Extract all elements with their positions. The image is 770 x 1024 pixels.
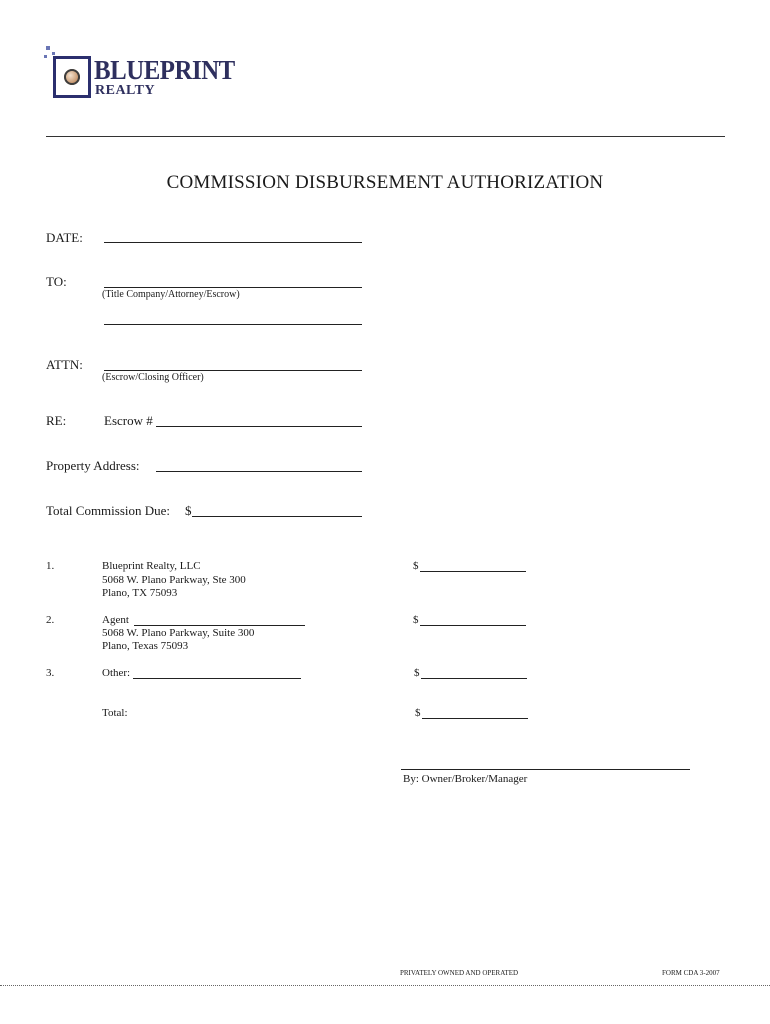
logo-pixel-icon [52,52,55,55]
item-2-agent-label: Agent [102,614,129,626]
item-number: 3. [46,667,55,679]
item-1-city: Plano, TX 75093 [102,587,178,599]
to-label: TO: [46,274,67,289]
item-1-address: 5068 W. Plano Parkway, Ste 300 [102,574,246,586]
escrow-number-field[interactable] [156,426,362,427]
attn-field[interactable] [104,370,362,371]
item-3-dollar-sign: $ [414,667,420,679]
total-label: Total: [102,707,128,719]
item-3-other-label: Other: [102,667,131,679]
item-1-amount-field[interactable] [420,571,526,572]
item-3-amount-field[interactable] [421,678,527,679]
other-name-field[interactable] [133,678,301,679]
total-commission-field[interactable] [192,516,362,517]
item-1-name: Blueprint Realty, LLC [102,560,201,572]
item-2-address: 5068 W. Plano Parkway, Suite 300 [102,627,255,639]
item-number: 1. [46,560,55,572]
logo-pixel-icon [44,55,47,58]
footer-dotted-divider [0,985,770,986]
total-dollar-sign: $ [415,707,421,719]
commission-dollar-sign: $ [185,503,192,518]
item-2-amount-field[interactable] [420,625,526,626]
form-title: COMMISSION DISBURSEMENT AUTHORIZATION [166,172,604,193]
item-2-dollar-sign: $ [413,614,419,626]
logo-sub-text: REALTY [95,83,156,98]
agent-name-field[interactable] [134,625,305,626]
attn-label: ATTN: [46,357,83,372]
to-hint: (Title Company/Attorney/Escrow) [102,289,240,300]
logo-emblem [53,56,91,98]
total-amount-field[interactable] [422,718,528,719]
footer-left-text: PRIVATELY OWNED AND OPERATED [400,969,519,977]
logo-brand-text: BLUEPRINT [94,55,235,85]
item-number: 2. [46,614,55,626]
signature-label: By: Owner/Broker/Manager [403,773,528,785]
signature-field[interactable] [401,769,690,770]
logo-pixel-icon [46,46,50,50]
total-commission-label: Total Commission Due: [46,503,171,518]
to-field[interactable] [104,287,362,288]
to-field-second-line[interactable] [104,324,362,325]
re-label: RE: [46,413,67,428]
item-1-dollar-sign: $ [413,560,419,572]
logo-circle-icon [64,69,80,85]
footer-form-id: FORM CDA 3-2007 [662,969,720,977]
date-field[interactable] [104,242,362,243]
header-divider [46,136,725,137]
attn-hint: (Escrow/Closing Officer) [102,372,204,383]
escrow-label: Escrow # [104,413,153,428]
date-label: DATE: [46,230,83,245]
item-2-city: Plano, Texas 75093 [102,640,189,652]
property-address-label: Property Address: [46,458,140,473]
property-address-field[interactable] [156,471,362,472]
